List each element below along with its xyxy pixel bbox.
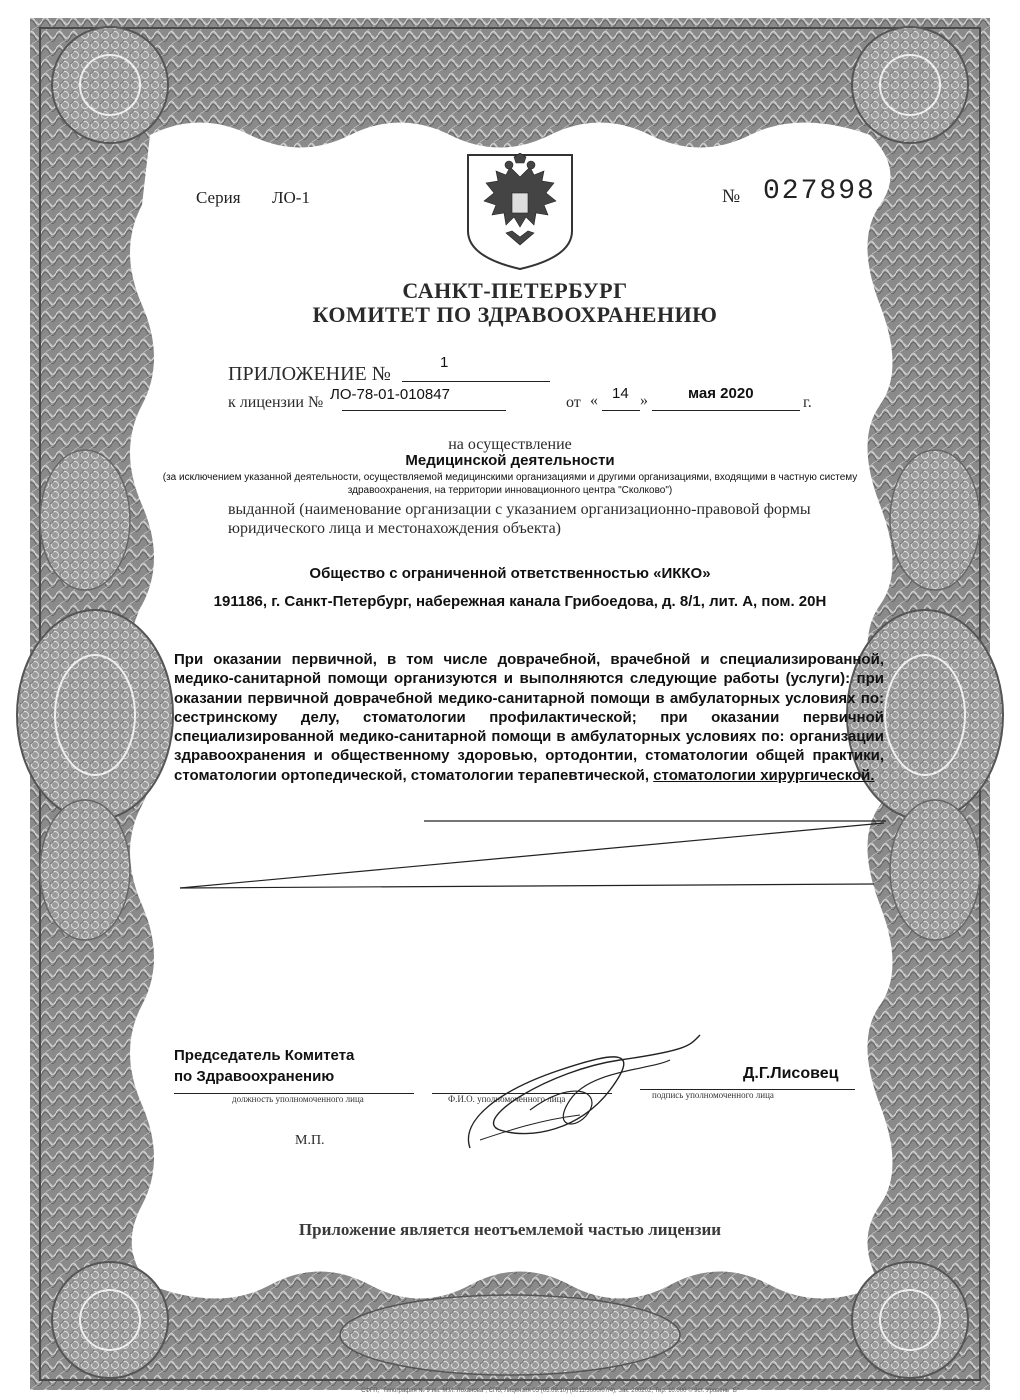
- issued-to-label: выданной (наименование организации с указанием организационно-правовой формы юридического лица и местонахождения объекта): [228, 501, 811, 537]
- services-main-text: При оказании первичной, в том числе доврачебной, врачебной и специализированной, медико-санитарной помощи организуются и выполняются следующие работы (услуги): при оказании первичной доврачебной медико-санитарной помощи в амбулаторных условиях по: сестринскому делу, стоматологии профилактической; при оказании первичной специализированной медико-санитарной помощи в амбулаторных условиях по: организации здравоохранения и общественному здоровью, ортодонтии, стоматологии общей практики, стоматологии ортопедической, стоматологии терапевтической,: [174, 651, 884, 784]
- footer-note: Приложение является неотъемлемой частью лицензии: [298, 1220, 722, 1239]
- series-value: ЛО-1: [272, 188, 310, 207]
- signatory-position-line2: по Здравоохранению: [174, 1068, 335, 1085]
- series-label: Серия: [196, 188, 241, 207]
- form-number: 027898: [763, 176, 876, 207]
- date-quote-close: »: [640, 392, 648, 409]
- date-day: 14: [612, 385, 629, 402]
- activity-name: Медицинской деятельности: [405, 452, 615, 469]
- year-suffix: г.: [803, 394, 812, 411]
- signatory-position: [174, 1045, 354, 1087]
- date-quote-open: «: [590, 392, 598, 409]
- printer-imprint: СФГП, "Типография № 9 им. М.И. Лоханова", СПб, Лицензия 05 (05.09.10) (8811/3600/07/4), Зак. 200202, Тир. 10.000 © 9ст. Уровень "Б": [361, 1388, 739, 1394]
- organization-name: Общество с ограниченной ответственностью «ИККО»: [309, 565, 711, 582]
- appendix-number: 1: [440, 354, 449, 371]
- license-number: ЛО-78-01-010847: [330, 386, 450, 403]
- caption-fio: Ф.И.О. уполномоченного лица: [448, 1094, 566, 1104]
- stamp-place-label: М.П.: [295, 1133, 325, 1148]
- activity-for-label: на осуществление: [448, 436, 572, 453]
- services-last-line: стоматологии хирургической.: [653, 766, 875, 784]
- caption-position: должность уполномоченного лица: [232, 1094, 364, 1104]
- committee-heading: КОМИТЕТ ПО ЗДРАВООХРАНЕНИЮ: [312, 302, 718, 327]
- handwritten-signature: [440, 1030, 710, 1160]
- caption-signature: подпись уполномоченного лица: [652, 1090, 774, 1100]
- city-heading: САНКТ-ПЕТЕРБУРГ: [402, 278, 628, 303]
- date-from-label: от: [566, 394, 581, 411]
- signatory-position-line1: Председатель Комитета: [174, 1047, 355, 1064]
- activity-exclusion: (за исключением указанной деятельности, осуществляемой медицинскими организациями и другими организациями, входящими в частную систему здравоохранения, на территории инновационного центра "Сколково"): [162, 472, 858, 496]
- appendix-label: ПРИЛОЖЕНИЕ №: [228, 363, 391, 385]
- organization-address: 191186, г. Санкт-Петербург, набережная канала Грибоедова, д. 8/1, лит. А, пом. 20Н: [213, 593, 827, 610]
- number-label: №: [722, 186, 741, 207]
- license-label: к лицензии №: [228, 394, 324, 411]
- date-month-year: мая 2020: [688, 385, 754, 402]
- signatory-name: Д.Г.Лисовец: [743, 1065, 839, 1082]
